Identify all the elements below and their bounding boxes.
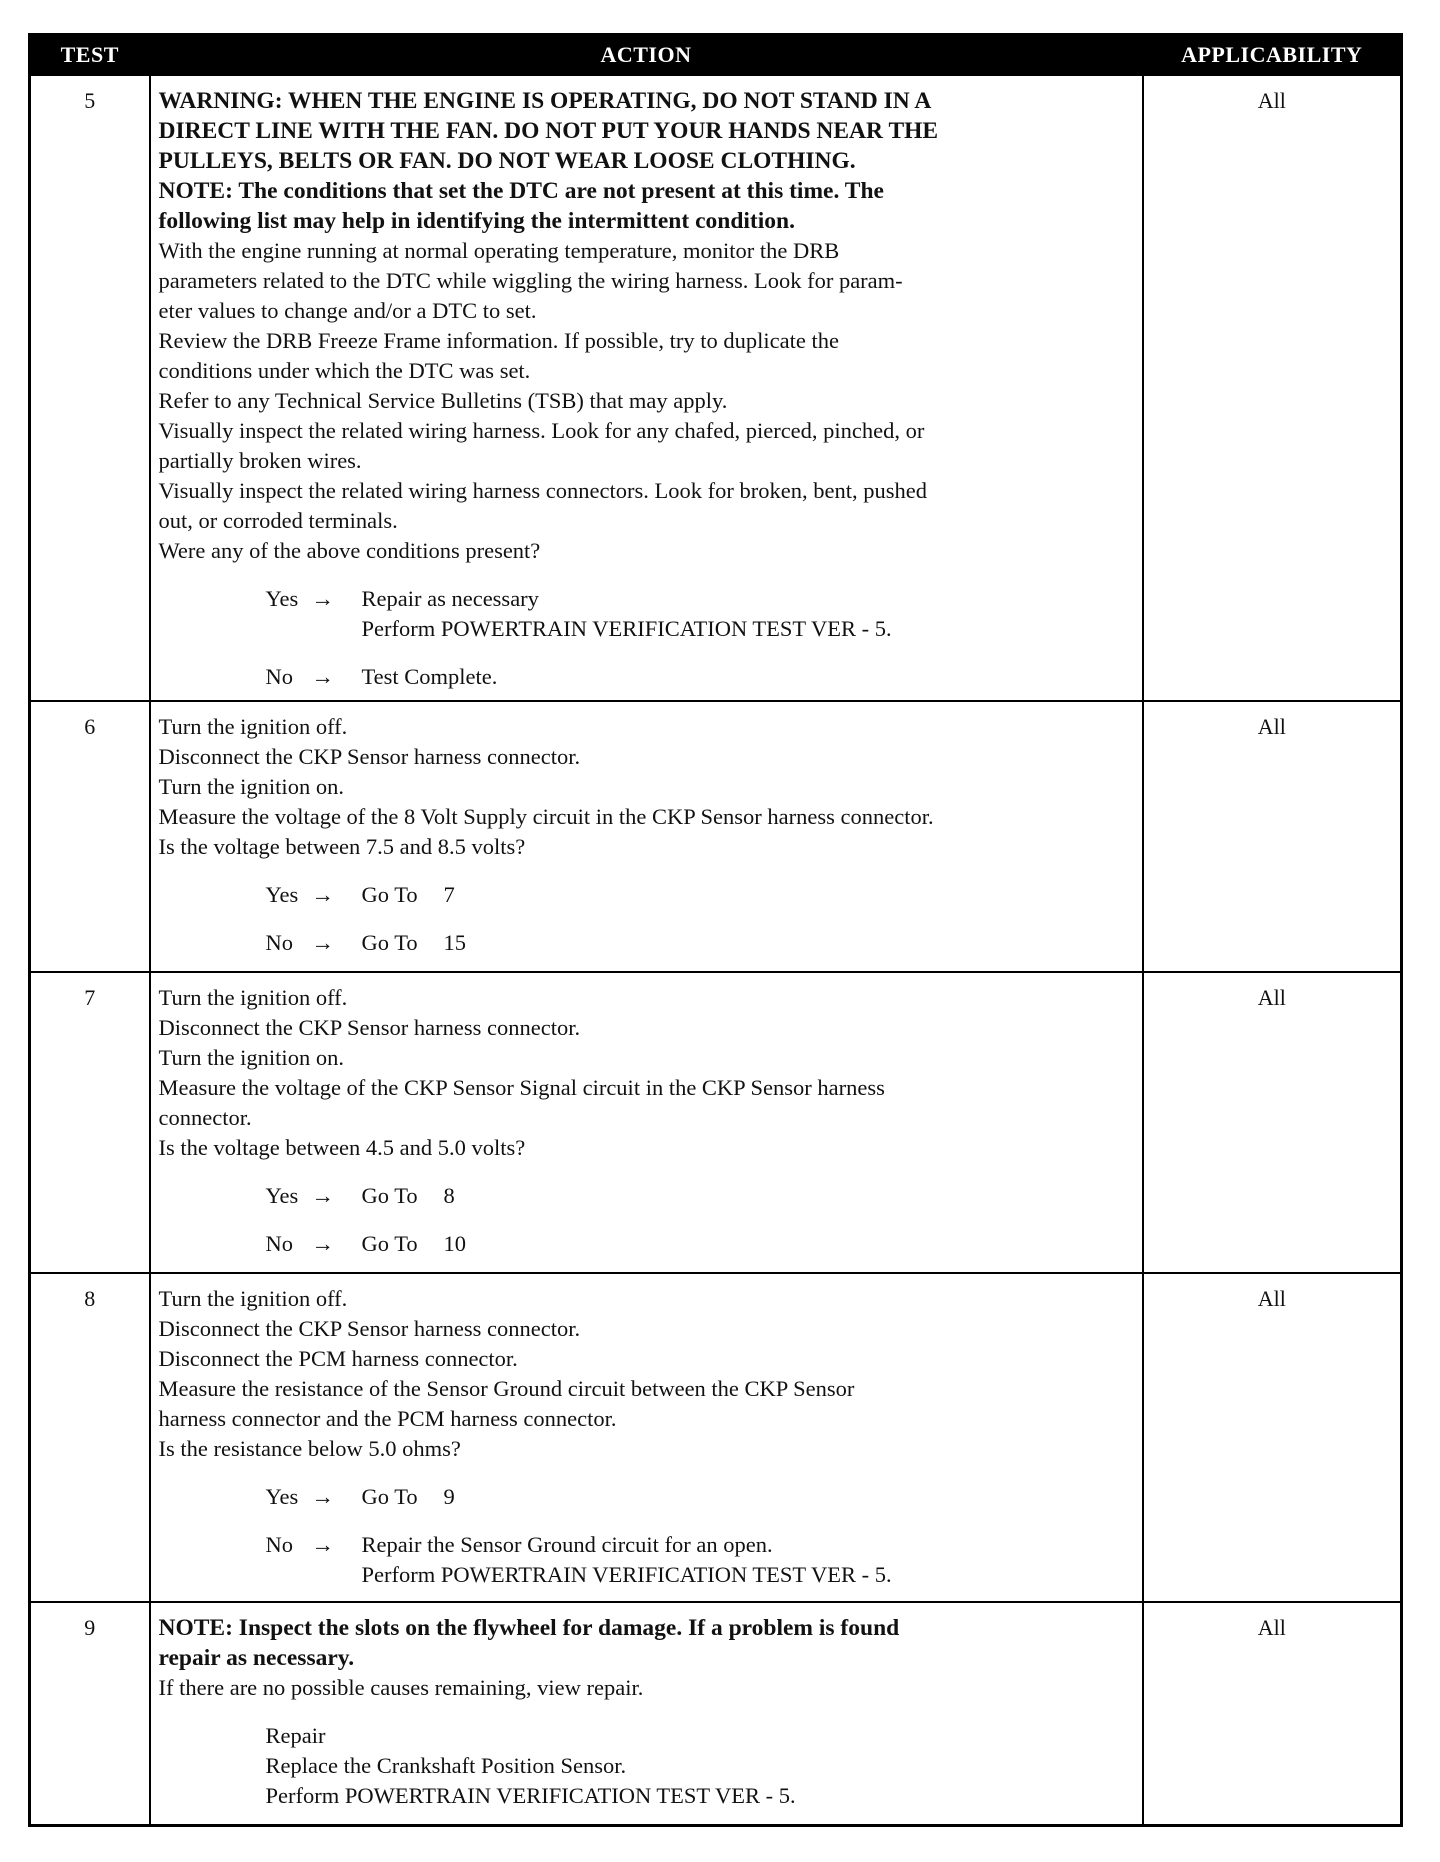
yes-option [266,1181,1134,1211]
go-to-label: Go To [361,1183,418,1208]
go-to-target: 15 [443,930,466,955]
table-row [30,972,1402,1273]
instruction-line: Turn the ignition on. [158,774,344,799]
action-cell [150,701,1143,972]
instruction-line: If there are no possible causes remaining, view repair. [158,1675,644,1700]
test-number: 8 [30,1273,150,1602]
no-label: No [265,1231,293,1256]
repair-label: Repair [265,1723,326,1748]
no-label: No [265,664,293,689]
go-to-target: 8 [443,1183,455,1208]
yes-option [266,584,1134,644]
warning-line: WARNING: WHEN THE ENGINE IS OPERATING, DO NOT STAND IN A [158,88,932,114]
test-number: 6 [30,701,150,972]
no-option [266,928,1134,958]
instruction-line: Visually inspect the related wiring harness. Look for any chafed, pierced, pinched, or [158,418,925,443]
instruction-line: With the engine running at normal operating temperature, monitor the DRB [158,238,840,263]
applicability-value: All [1143,1273,1402,1602]
yes-label: Yes [265,586,299,611]
no-option [266,662,1134,692]
go-to-label: Go To [361,1484,418,1509]
right-arrow-icon: → [311,1484,334,1509]
question-line: Is the resistance below 5.0 ohms? [158,1436,461,1461]
go-to-label: Go To [361,930,418,955]
instruction-line: Turn the ignition off. [158,714,348,739]
question-line: Were any of the above conditions present? [158,538,541,563]
instruction-line: eter values to change and/or a DTC to set. [158,298,537,323]
action-cell [150,75,1143,701]
yes-label: Yes [265,1484,299,1509]
instruction-line: Review the DRB Freeze Frame information. If possible, try to duplicate the [158,328,839,353]
table-row [30,1602,1402,1825]
instruction-line: parameters related to the DTC while wiggling the wiring harness. Look for param- [158,268,903,293]
instruction-line: Visually inspect the related wiring harness connectors. Look for broken, bent, pushed [158,478,927,503]
instruction-line: Measure the resistance of the Sensor Ground circuit between the CKP Sensor [158,1376,855,1401]
applicability-value: All [1143,1602,1402,1825]
yes-result: Repair as necessary [361,586,539,611]
instruction-line: harness connector and the PCM harness connector. [158,1406,617,1431]
right-arrow-icon: → [311,664,334,689]
instruction-line: Disconnect the CKP Sensor harness connector. [158,744,581,769]
no-result: Repair the Sensor Ground circuit for an open. [361,1532,773,1557]
yes-option [266,880,1134,910]
diagnostic-test-table [28,33,1403,1827]
yes-label: Yes [265,882,299,907]
warning-line: DIRECT LINE WITH THE FAN. DO NOT PUT YOUR HANDS NEAR THE [158,118,939,144]
table-row [30,701,1402,972]
instruction-line: Turn the ignition off. [158,1286,348,1311]
go-to-target: 10 [443,1231,466,1256]
header-applicability: APPLICABILITY [1143,35,1402,76]
repair-steps [266,1751,1134,1811]
repair-step: Perform POWERTRAIN VERIFICATION TEST VER - 5. [265,1783,796,1808]
no-option [266,1229,1134,1259]
right-arrow-icon: → [311,882,334,907]
no-result: Test Complete. [361,664,498,689]
no-result-verification: Perform POWERTRAIN VERIFICATION TEST VER - 5. [361,1562,892,1587]
instruction-line: Disconnect the CKP Sensor harness connector. [158,1015,581,1040]
question-line: Is the voltage between 4.5 and 5.0 volts? [158,1135,526,1160]
no-label: No [265,930,293,955]
go-to-label: Go To [361,1231,418,1256]
yes-option [266,1482,1134,1512]
yes-result-verification: Perform POWERTRAIN VERIFICATION TEST VER - 5. [361,616,892,641]
test-number: 7 [30,972,150,1273]
right-arrow-icon: → [311,1231,334,1256]
note-line: following list may help in identifying the intermittent condition. [158,208,795,234]
applicability-value: All [1143,75,1402,701]
action-cell [150,1273,1143,1602]
action-cell [150,972,1143,1273]
instruction-line: connector. [158,1105,252,1130]
repair-step: Replace the Crankshaft Position Sensor. [265,1753,627,1778]
table-row [30,1273,1402,1602]
action-cell [150,1602,1143,1825]
yes-label: Yes [265,1183,299,1208]
note-line: repair as necessary. [158,1645,355,1671]
right-arrow-icon: → [311,930,334,955]
test-number: 5 [30,75,150,701]
no-label: No [265,1532,293,1557]
instruction-line: Disconnect the CKP Sensor harness connector. [158,1316,581,1341]
table-header [30,35,1402,76]
right-arrow-icon: → [311,586,334,611]
right-arrow-icon: → [311,1183,334,1208]
question-line: Is the voltage between 7.5 and 8.5 volts? [158,834,526,859]
applicability-value: All [1143,701,1402,972]
go-to-label: Go To [361,882,418,907]
instruction-line: partially broken wires. [158,448,362,473]
instruction-line: Turn the ignition on. [158,1045,344,1070]
instruction-line: Turn the ignition off. [158,985,348,1010]
instruction-line: out, or corroded terminals. [158,508,398,533]
applicability-value: All [1143,972,1402,1273]
note-line: NOTE: The conditions that set the DTC are not present at this time. The [158,178,884,204]
right-arrow-icon: → [311,1532,334,1557]
no-option [266,1530,1134,1590]
instruction-line: Measure the voltage of the 8 Volt Supply circuit in the CKP Sensor harness connector. [158,804,934,829]
note-line: NOTE: Inspect the slots on the flywheel for damage. If a problem is found [158,1615,900,1641]
instruction-line: conditions under which the DTC was set. [158,358,531,383]
instruction-line: Measure the voltage of the CKP Sensor Signal circuit in the CKP Sensor harness [158,1075,885,1100]
warning-line: PULLEYS, BELTS OR FAN. DO NOT WEAR LOOSE CLOTHING. [158,148,856,174]
instruction-line: Refer to any Technical Service Bulletins (TSB) that may apply. [158,388,728,413]
header-test: TEST [30,35,150,76]
header-action: ACTION [150,35,1143,76]
diagnostic-page [28,33,1400,1827]
go-to-target: 9 [443,1484,455,1509]
go-to-target: 7 [443,882,455,907]
table-row [30,75,1402,701]
test-number: 9 [30,1602,150,1825]
instruction-line: Disconnect the PCM harness connector. [158,1346,518,1371]
